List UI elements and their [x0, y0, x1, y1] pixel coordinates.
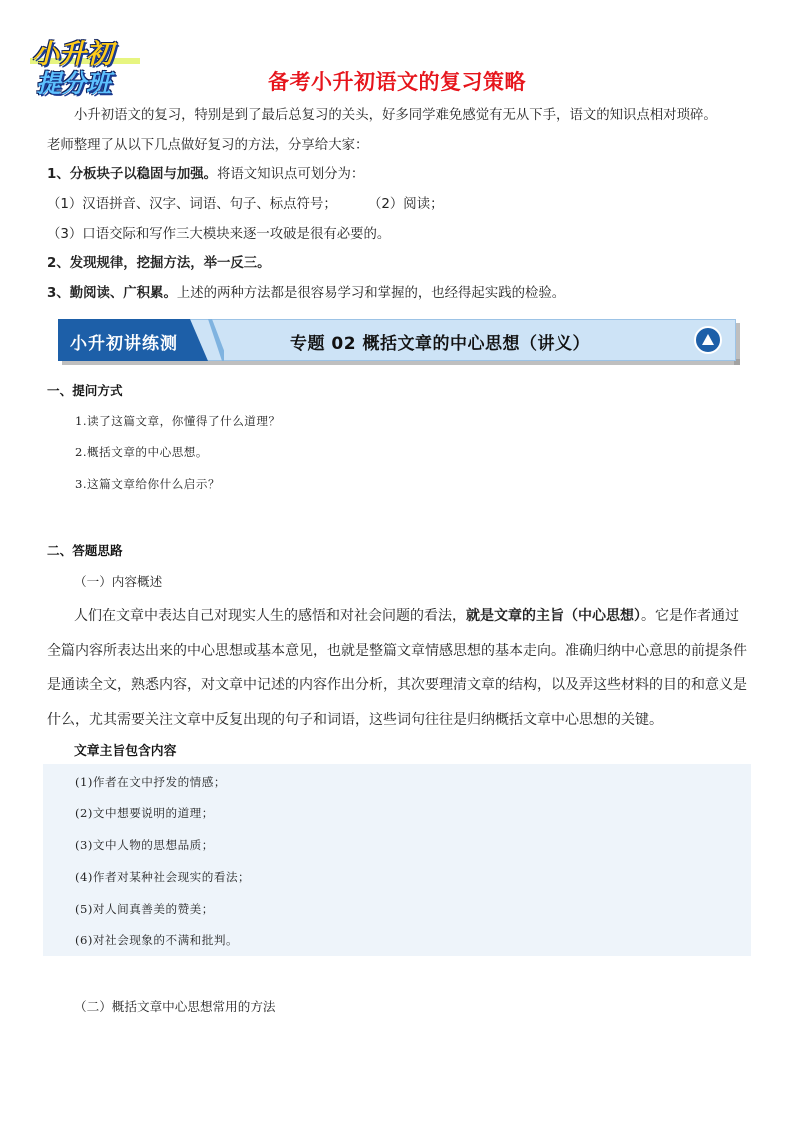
- intro-point-1c: （3）口语交际和写作三大模块来逐一攻破是很有必要的。: [47, 227, 391, 242]
- logo-line-1: 小升初: [32, 39, 113, 70]
- content-para-a: 人们在文章中表达自己对现实人生的感悟和对社会问题的看法，: [74, 608, 466, 624]
- intro-point-3: [47, 284, 565, 304]
- content-para-line-4: 什么，尤其需要关注文章中反复出现的句子和词语，这些词句往往是归纳概括文章中心思想的关键。: [47, 712, 663, 728]
- content-para-line-3: 是通读全文，熟悉内容，对文章中记述的内容作出分析，其次要理清文章的结构，以及弄这些材料的目的和意义是: [47, 677, 747, 693]
- section-2-heading: 二、答题思路: [47, 543, 123, 558]
- box-item-1: (1)作者在文中抒发的情感；: [75, 775, 226, 789]
- question-2: 2.概括文章的中心思想。: [75, 445, 208, 459]
- box-item-6: (6)对社会现象的不满和批判。: [75, 933, 239, 947]
- box-item-3: (3)文中人物的思想品质；: [75, 838, 214, 852]
- theme-content-box: [43, 764, 751, 956]
- intro-point-1-bold: 1、分板块子以稳固与加强。: [47, 167, 218, 182]
- intro-point-1a: （1）汉语拼音、汉字、词语、句子、标点符号；: [47, 197, 337, 212]
- subsection-1-heading: （一）内容概述: [74, 574, 163, 589]
- logo-line-2: 提分班: [36, 69, 112, 98]
- content-para-b: 。它是作者通过: [641, 608, 739, 624]
- triangle-up-icon: [694, 326, 722, 354]
- intro-point-1b: （2）阅读；: [368, 197, 444, 212]
- intro-point-3-bold: 3、勤阅读、广积累。: [47, 286, 177, 301]
- intro-point-1-rest: 将语文知识点可划分为：: [217, 167, 365, 182]
- intro-point-2: 2、发现规律，挖掘方法，举一反三。: [47, 256, 271, 271]
- box-item-4: (4)作者对某种社会现实的看法；: [75, 870, 251, 884]
- topic-banner: [58, 319, 736, 361]
- box-item-5: (5)对人间真善美的赞美；: [75, 902, 214, 916]
- content-para-bold: 就是文章的主旨（中心思想）: [466, 608, 641, 624]
- intro-line-1: 小升初语文的复习，特别是到了最后总复习的关头，好多同学难免感觉有无从下手，语文的知识点相对琐碎。: [74, 108, 717, 123]
- box-title: 文章主旨包含内容: [74, 744, 177, 759]
- subsection-2-heading: （二）概括文章中心思想常用的方法: [74, 999, 276, 1014]
- content-para-line-1: [74, 605, 739, 625]
- question-1: 1.读了这篇文章，你懂得了什么道理？: [75, 414, 281, 428]
- intro-point-3-rest: 上述的两种方法都是很容易学习和掌握的，也经得起实践的检验。: [176, 286, 566, 301]
- banner-topic: 专题 02 概括文章的中心思想（讲义）: [290, 334, 590, 354]
- section-1-heading: 一、提问方式: [47, 383, 123, 398]
- content-para-line-2: 全篇内容所表达出来的中心思想或基本意见，也就是整篇文章情感思想的基本走向。准确归纳中心意思的前提条件: [47, 643, 747, 659]
- page-title: 备考小升初语文的复习策略: [268, 70, 526, 94]
- intro-point-1: [47, 165, 364, 185]
- question-3: 3.这篇文章给你什么启示？: [75, 477, 221, 491]
- box-item-2: (2)文中想要说明的道理；: [75, 806, 214, 820]
- banner-tag-label: 小升初讲练测: [70, 334, 178, 354]
- intro-line-2: 老师整理了从以下几点做好复习的方法，分享给大家：: [47, 138, 369, 153]
